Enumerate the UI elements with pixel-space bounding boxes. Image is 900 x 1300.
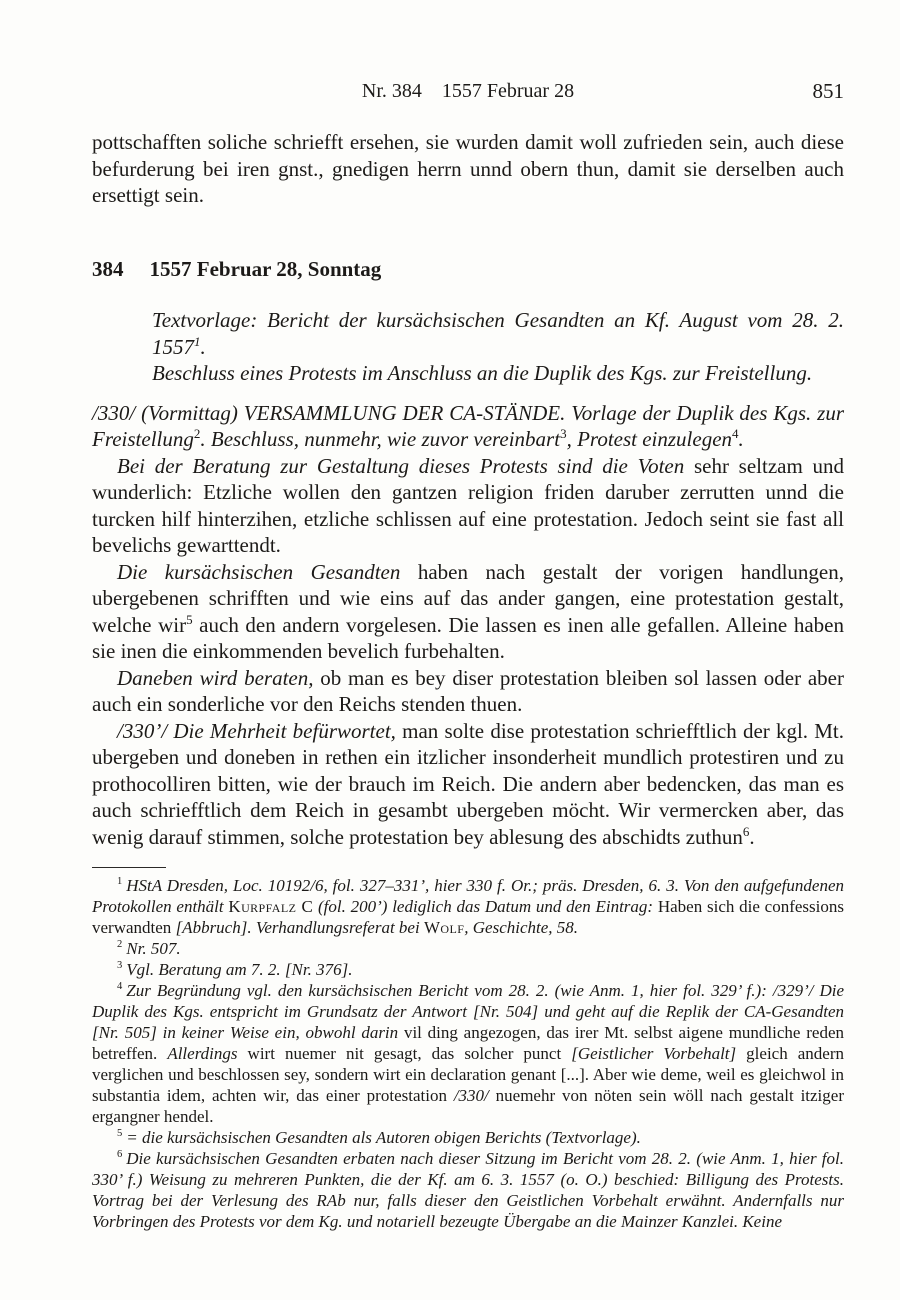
footnote-number: 2 <box>117 939 123 951</box>
section-number: 384 <box>92 256 124 281</box>
body-paragraph <box>92 129 844 209</box>
footnote-ref: 2 <box>193 426 201 441</box>
text-segment: Bei der Beratung zur Gestaltung dieses Protests sind die Voten <box>117 453 694 478</box>
body-paragraph <box>92 665 844 718</box>
vorlage-paragraph <box>152 307 844 360</box>
body-paragraph <box>92 559 844 665</box>
body-paragraph <box>92 453 844 559</box>
footnote-ref: 4 <box>732 426 739 441</box>
footnote <box>92 980 844 1127</box>
text-segment: Allerdings <box>167 1044 248 1063</box>
footnote-number: 3 <box>117 960 123 972</box>
text-segment: man solte dise protestation schriefftlich der kgl. Mt. ubergeben und doneben in rethen ein itzlicher insonderheit mundlich protestiren und zu prothocolliren bitten, wie der brauch im Reich. Die andern aber bedencken, das man es auch schriefftlich dem Reich in gesambt ubergeben möcht. Wir vermercken aber, das wenig darauf stimmen, solche protestation bey ablesung des abschidts zuthun <box>92 718 844 849</box>
footnote <box>92 938 844 959</box>
text-segment: Zur Begründung vgl. den kursächsischen Bericht vom 28. 2. (wie Anm. 1, hier fol. 329’ f.): /329’/ Die Duplik des Kgs. entspricht im Grundsatz der Antwort [Nr. 504] und geht auf die Replik der CA-Gesandten [Nr. 505] in keiner Weise ein, obwohl darin <box>92 981 844 1042</box>
body-paragraph <box>92 718 844 851</box>
text-segment: auch den andern vorgelesen. Die lassen es inen alle gefallen. Alleine haben sie inen die einkommenden bevelich furbehalten. <box>92 612 844 663</box>
text-segment: sehr seltzam und wunderlich: Etzliche wollen den gantzen religion friden daruber zerrutten unnd die turcken hilf hinterzihen, etzliche schlissen auf eine protestation. Jedoch seint sie fast all bevelichs gewarttendt. <box>92 453 844 557</box>
text-segment: ob man es bey diser protestation bleiben sol lassen oder aber auch ein sonderliche vor den Reichs stenden thuen. <box>92 665 844 716</box>
footnote <box>92 1127 844 1148</box>
footnote-separator <box>92 867 166 868</box>
text-segment: pottschafften soliche schriefft ersehen, sie wurden damit woll zufrieden sein, auch diese befurderung bei iren gnst., gnedigen herrn unnd obern thun, damit sie derselben auch ersettigt sein. <box>92 130 844 207</box>
text-segment: Daneben wird beraten, <box>117 665 321 690</box>
text-segment: . <box>749 824 755 849</box>
text-segment: nuemehr von nöten sein wöll nach gestalt itziger ergangner hendel. <box>92 1086 844 1126</box>
footnote-ref: 3 <box>560 426 567 441</box>
section-heading <box>92 256 844 283</box>
text-segment: = die kursächsischen Gesandten als Autoren obigen Berichts (Textvorlage). <box>126 1128 641 1147</box>
text-segment: Vgl. Beratung am 7. 2. [Nr. 376]. <box>126 960 353 979</box>
text-segment: . <box>200 334 206 359</box>
body-blocks <box>92 129 844 850</box>
text-segment: gleich andern verglichen und beschlossen sey, sondern wirt ein declaration genant [...]. Aber wie deme, weil es gleichwol in substantia idem, achten wir, das einer protestation <box>92 1044 844 1105</box>
vorlage-paragraph <box>152 360 844 387</box>
text-segment: Die kursächsischen Gesandten <box>117 559 418 584</box>
footnote-number: 4 <box>117 981 123 993</box>
text-segment: haben nach gestalt der vorigen handlungen, ubergebenen schrifften und wie eins auf das ander gangen, eine protestation gestalt, welche wir <box>92 559 844 637</box>
text-segment: Nr. 507. <box>126 939 181 958</box>
footnote <box>92 1148 844 1232</box>
text-segment: . Beschluss, nunmehr, wie zuvor vereinbart <box>200 427 561 451</box>
footnote-number: 1 <box>117 876 123 888</box>
running-head-title: Nr. 384 1557 Februar 28 <box>361 80 575 102</box>
text-segment: Wolf <box>423 918 465 937</box>
text-segment: vil ding angezogen, das irer Mt. selbst aigene mundliche reden betreffen. <box>92 1023 844 1063</box>
text-segment: /330/ (Vormittag) VERSAMMLUNG DER CA-STÄNDE. Vorlage der Duplik des Kgs. zur Freistellung <box>92 400 844 451</box>
text-segment: Die kursächsischen Gesandten erbaten nach dieser Sitzung im Bericht vom 28. 2. (wie Anm. 1, hier fol. 330’ f.) Weisung zu mehreren Punkten, die der Kf. am 6. 3. 1557 (o. O.) beschied: Billigung des Protests. Vortrag bei der Verlesung des RAb nur, falls dieser den Geistlichen Vorbehalt erwähnt. Andernfalls nur Vorbringen des Protests vor dem Kg. und notariell bezeugte Übergabe an die Mainzer Kanzlei. Keine <box>92 1149 844 1231</box>
footnote <box>92 875 844 938</box>
text-segment: HStA Dresden, Loc. 10192/6, fol. 327–331’, hier 330 f. Or.; präs. Dresden, 6. 3. Von den aufgefundenen Protokollen enthält <box>92 876 844 916</box>
text-segment: wirt nuemer nit gesagt, das solcher punct <box>247 1044 572 1063</box>
text-segment: /330/ <box>453 1086 496 1105</box>
text-segment: Haben sich die confessions verwandten <box>92 897 844 937</box>
text-segment: . <box>738 427 744 451</box>
footnote-number: 6 <box>117 1149 123 1161</box>
footnote-ref: 6 <box>742 823 750 839</box>
running-head <box>92 78 844 105</box>
text-segment: [Geistlicher Vorbehalt] <box>571 1044 747 1063</box>
text-segment: Kurpfalz C <box>228 897 314 916</box>
text-segment: (fol. 200’) lediglich das Datum und den Eintrag: <box>313 897 658 916</box>
footnotes-list <box>92 875 844 1232</box>
page-number: 851 <box>812 79 844 103</box>
text-segment: Textvorlage: Bericht der kursächsischen Gesandten an Kf. August vom 28. 2. 1557 <box>152 308 844 359</box>
body-paragraph <box>92 400 844 453</box>
text-segment: , Protest einzulegen <box>566 427 733 451</box>
footnote-ref: 1 <box>194 333 201 349</box>
footnote-number: 5 <box>117 1128 123 1140</box>
footnote-ref: 5 <box>186 611 193 627</box>
text-segment: , Geschichte, 58. <box>464 918 579 937</box>
section-title: 1557 Februar 28, Sonntag <box>149 256 382 281</box>
text-segment: Beschluss eines Protests im Anschluss an die Duplik des Kgs. zur Freistellung. <box>152 361 813 385</box>
footnote <box>92 959 844 980</box>
text-segment: [Abbruch]. Verhandlungsreferat bei <box>175 918 424 937</box>
text-segment: /330’/ Die Mehrheit befürwortet, <box>117 718 403 743</box>
